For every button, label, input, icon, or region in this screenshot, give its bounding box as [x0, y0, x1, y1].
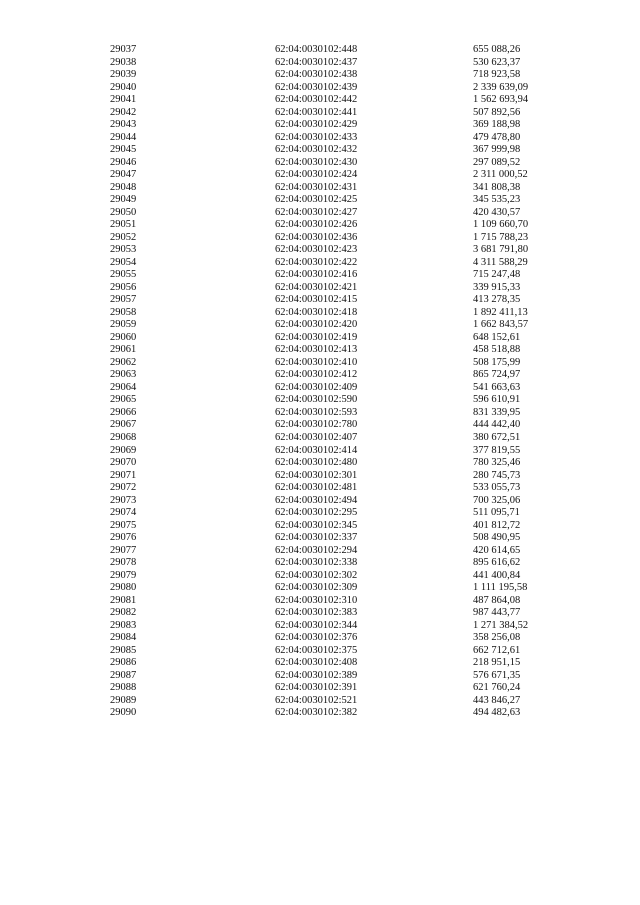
cadastral-value: 541 663,63	[473, 381, 521, 393]
row-number: 29085	[110, 644, 137, 656]
cadastral-value: 369 188,98	[473, 119, 521, 131]
row-number: 29077	[110, 544, 137, 556]
cadastral-value: 662 712,61	[473, 644, 521, 656]
row-number: 29064	[110, 381, 137, 393]
cadastral-value: 1 271 384,52	[473, 619, 529, 631]
cadastral-number: 62:04:0030102:432	[275, 144, 358, 156]
row-number: 29042	[110, 106, 137, 118]
row-number: 29065	[110, 394, 137, 406]
cadastral-value: 420 430,57	[473, 206, 521, 218]
table-row	[0, 645, 640, 658]
table-row	[0, 394, 640, 407]
cadastral-number: 62:04:0030102:427	[275, 206, 358, 218]
cadastral-value: 413 278,35	[473, 294, 521, 306]
row-number: 29074	[110, 507, 137, 519]
table-row	[0, 232, 640, 245]
cadastral-value: 1 892 411,13	[473, 306, 528, 318]
cadastral-value: 2 339 639,09	[473, 81, 529, 93]
row-number: 29076	[110, 532, 137, 544]
cadastral-value: 441 400,84	[473, 569, 521, 581]
cadastral-number: 62:04:0030102:430	[275, 156, 358, 168]
cadastral-number: 62:04:0030102:480	[275, 457, 358, 469]
cadastral-value: 508 490,95	[473, 532, 521, 544]
row-number: 29070	[110, 457, 137, 469]
row-number: 29071	[110, 469, 137, 481]
cadastral-number: 62:04:0030102:376	[275, 632, 358, 644]
cadastral-number: 62:04:0030102:590	[275, 394, 358, 406]
cadastral-value: 1 662 843,57	[473, 319, 529, 331]
row-number: 29059	[110, 319, 137, 331]
table-row	[0, 282, 640, 295]
cadastral-value: 1 111 195,58	[473, 582, 528, 594]
table-row	[0, 132, 640, 145]
cadastral-number: 62:04:0030102:521	[275, 694, 358, 706]
table-row	[0, 382, 640, 395]
cadastral-value: 648 152,61	[473, 331, 521, 343]
cadastral-value: 718 923,58	[473, 69, 521, 81]
cadastral-value: 831 339,95	[473, 406, 521, 418]
table-row	[0, 545, 640, 558]
cadastral-value: 494 482,63	[473, 707, 521, 719]
table-row	[0, 194, 640, 207]
cadastral-number: 62:04:0030102:295	[275, 507, 358, 519]
table-row	[0, 457, 640, 470]
cadastral-number: 62:04:0030102:337	[275, 532, 358, 544]
cadastral-value: 533 055,73	[473, 482, 521, 494]
cadastral-value: 530 623,37	[473, 56, 521, 68]
table-row	[0, 432, 640, 445]
table-row	[0, 94, 640, 107]
table-row	[0, 557, 640, 570]
cadastral-number: 62:04:0030102:419	[275, 331, 358, 343]
table-row	[0, 219, 640, 232]
cadastral-value: 218 951,15	[473, 657, 521, 669]
cadastral-number: 62:04:0030102:294	[275, 544, 358, 556]
cadastral-value: 341 808,38	[473, 181, 521, 193]
cadastral-value: 401 812,72	[473, 519, 521, 531]
row-number: 29054	[110, 256, 137, 268]
row-number: 29039	[110, 69, 137, 81]
table-row	[0, 570, 640, 583]
cadastral-number: 62:04:0030102:375	[275, 644, 358, 656]
cadastral-number: 62:04:0030102:389	[275, 669, 358, 681]
cadastral-number: 62:04:0030102:423	[275, 244, 358, 256]
table-row	[0, 257, 640, 270]
row-number: 29046	[110, 156, 137, 168]
cadastral-number: 62:04:0030102:437	[275, 56, 358, 68]
cadastral-number: 62:04:0030102:410	[275, 356, 358, 368]
cadastral-value: 345 535,23	[473, 194, 521, 206]
cadastral-value: 380 672,51	[473, 431, 521, 443]
table-row	[0, 532, 640, 545]
cadastral-value: 865 724,97	[473, 369, 521, 381]
cadastral-number: 62:04:0030102:442	[275, 94, 358, 106]
row-number: 29084	[110, 632, 137, 644]
cadastral-number: 62:04:0030102:436	[275, 231, 358, 243]
table-row	[0, 632, 640, 645]
cadastral-number: 62:04:0030102:433	[275, 131, 358, 143]
cadastral-number: 62:04:0030102:439	[275, 81, 358, 93]
cadastral-value: 621 760,24	[473, 682, 521, 694]
cadastral-number: 62:04:0030102:338	[275, 557, 358, 569]
row-number: 29048	[110, 181, 137, 193]
row-number: 29069	[110, 444, 137, 456]
row-number: 29090	[110, 707, 137, 719]
table-row	[0, 144, 640, 157]
cadastral-value: 420 614,65	[473, 544, 521, 556]
table-row	[0, 607, 640, 620]
row-number: 29089	[110, 694, 137, 706]
table-row	[0, 169, 640, 182]
row-number: 29041	[110, 94, 137, 106]
table-row	[0, 57, 640, 70]
row-number: 29061	[110, 344, 137, 356]
row-number: 29055	[110, 269, 137, 281]
row-number: 29040	[110, 81, 137, 93]
cadastral-number: 62:04:0030102:481	[275, 482, 358, 494]
row-number: 29075	[110, 519, 137, 531]
row-number: 29044	[110, 131, 137, 143]
table-row	[0, 670, 640, 683]
row-number: 29049	[110, 194, 137, 206]
row-number: 29079	[110, 569, 137, 581]
row-number: 29068	[110, 431, 137, 443]
table-row	[0, 495, 640, 508]
cadastral-number: 62:04:0030102:425	[275, 194, 358, 206]
cadastral-value: 507 892,56	[473, 106, 521, 118]
cadastral-value: 596 610,91	[473, 394, 521, 406]
cadastral-value: 2 311 000,52	[473, 169, 528, 181]
table-row	[0, 419, 640, 432]
cadastral-value: 280 745,73	[473, 469, 521, 481]
row-number: 29056	[110, 281, 137, 293]
row-number: 29043	[110, 119, 137, 131]
cadastral-value: 4 311 588,29	[473, 256, 528, 268]
cadastral-number: 62:04:0030102:309	[275, 582, 358, 594]
cadastral-value: 367 999,98	[473, 144, 521, 156]
table-row	[0, 44, 640, 57]
cadastral-value: 339 915,33	[473, 281, 521, 293]
cadastral-value: 487 864,08	[473, 594, 521, 606]
row-number: 29063	[110, 369, 137, 381]
table-row	[0, 520, 640, 533]
row-number: 29038	[110, 56, 137, 68]
cadastral-number: 62:04:0030102:420	[275, 319, 358, 331]
table-row	[0, 695, 640, 708]
cadastral-number: 62:04:0030102:438	[275, 69, 358, 81]
cadastral-value: 508 175,99	[473, 356, 521, 368]
table-row	[0, 207, 640, 220]
cadastral-value: 780 325,46	[473, 457, 521, 469]
cadastral-number: 62:04:0030102:426	[275, 219, 358, 231]
cadastral-number: 62:04:0030102:416	[275, 269, 358, 281]
row-number: 29052	[110, 231, 137, 243]
table-row	[0, 369, 640, 382]
cadastral-number: 62:04:0030102:424	[275, 169, 358, 181]
cadastral-value: 987 443,77	[473, 607, 521, 619]
table-row	[0, 244, 640, 257]
row-number: 29086	[110, 657, 137, 669]
cadastral-number: 62:04:0030102:441	[275, 106, 358, 118]
cadastral-value-table	[0, 44, 640, 720]
table-row	[0, 307, 640, 320]
cadastral-number: 62:04:0030102:345	[275, 519, 358, 531]
table-row	[0, 269, 640, 282]
cadastral-value: 444 442,40	[473, 419, 521, 431]
cadastral-number: 62:04:0030102:418	[275, 306, 358, 318]
cadastral-number: 62:04:0030102:448	[275, 44, 358, 55]
cadastral-value: 1 109 660,70	[473, 219, 529, 231]
table-row	[0, 582, 640, 595]
table-row	[0, 107, 640, 120]
table-row	[0, 707, 640, 720]
table-row	[0, 595, 640, 608]
table-row	[0, 407, 640, 420]
table-row	[0, 470, 640, 483]
table-row	[0, 445, 640, 458]
table-row	[0, 507, 640, 520]
table-row	[0, 682, 640, 695]
cadastral-value: 443 846,27	[473, 694, 521, 706]
cadastral-value: 1 562 693,94	[473, 94, 529, 106]
cadastral-number: 62:04:0030102:344	[275, 619, 358, 631]
table-row	[0, 69, 640, 82]
row-number: 29037	[110, 44, 137, 55]
cadastral-number: 62:04:0030102:593	[275, 406, 358, 418]
cadastral-value: 655 088,26	[473, 44, 521, 55]
cadastral-number: 62:04:0030102:494	[275, 494, 358, 506]
table-row	[0, 332, 640, 345]
row-number: 29047	[110, 169, 137, 181]
table-row	[0, 319, 640, 332]
cadastral-number: 62:04:0030102:310	[275, 594, 358, 606]
cadastral-value: 576 671,35	[473, 669, 521, 681]
row-number: 29080	[110, 582, 137, 594]
table-row	[0, 182, 640, 195]
row-number: 29053	[110, 244, 137, 256]
cadastral-number: 62:04:0030102:429	[275, 119, 358, 131]
row-number: 29072	[110, 482, 137, 494]
table-row	[0, 157, 640, 170]
cadastral-number: 62:04:0030102:422	[275, 256, 358, 268]
row-number: 29067	[110, 419, 137, 431]
cadastral-number: 62:04:0030102:431	[275, 181, 358, 193]
cadastral-value: 3 681 791,80	[473, 244, 529, 256]
row-number: 29087	[110, 669, 137, 681]
cadastral-number: 62:04:0030102:383	[275, 607, 358, 619]
table-row	[0, 620, 640, 633]
cadastral-number: 62:04:0030102:413	[275, 344, 358, 356]
cadastral-number: 62:04:0030102:415	[275, 294, 358, 306]
table-row	[0, 357, 640, 370]
row-number: 29045	[110, 144, 137, 156]
row-number: 29078	[110, 557, 137, 569]
cadastral-value: 377 819,55	[473, 444, 521, 456]
row-number: 29051	[110, 219, 137, 231]
cadastral-value: 511 095,71	[473, 507, 520, 519]
cadastral-value: 458 518,88	[473, 344, 521, 356]
cadastral-number: 62:04:0030102:408	[275, 657, 358, 669]
cadastral-number: 62:04:0030102:421	[275, 281, 358, 293]
cadastral-number: 62:04:0030102:302	[275, 569, 358, 581]
table-row	[0, 119, 640, 132]
row-number: 29058	[110, 306, 137, 318]
cadastral-value: 700 325,06	[473, 494, 521, 506]
cadastral-value: 895 616,62	[473, 557, 521, 569]
table-row	[0, 82, 640, 95]
table-row	[0, 294, 640, 307]
cadastral-number: 62:04:0030102:780	[275, 419, 358, 431]
cadastral-value: 1 715 788,23	[473, 231, 529, 243]
cadastral-number: 62:04:0030102:414	[275, 444, 358, 456]
row-number: 29066	[110, 406, 137, 418]
cadastral-number: 62:04:0030102:382	[275, 707, 358, 719]
cadastral-number: 62:04:0030102:301	[275, 469, 358, 481]
row-number: 29088	[110, 682, 137, 694]
row-number: 29060	[110, 331, 137, 343]
cadastral-number: 62:04:0030102:407	[275, 431, 358, 443]
cadastral-value: 297 089,52	[473, 156, 521, 168]
cadastral-value: 479 478,80	[473, 131, 521, 143]
cadastral-number: 62:04:0030102:409	[275, 381, 358, 393]
row-number: 29073	[110, 494, 137, 506]
cadastral-value: 715 247,48	[473, 269, 521, 281]
row-number: 29082	[110, 607, 137, 619]
row-number: 29081	[110, 594, 137, 606]
row-number: 29062	[110, 356, 137, 368]
cadastral-number: 62:04:0030102:391	[275, 682, 358, 694]
table-row	[0, 657, 640, 670]
table-row	[0, 482, 640, 495]
row-number: 29050	[110, 206, 137, 218]
row-number: 29083	[110, 619, 137, 631]
table-row	[0, 344, 640, 357]
cadastral-value: 358 256,08	[473, 632, 521, 644]
cadastral-number: 62:04:0030102:412	[275, 369, 358, 381]
row-number: 29057	[110, 294, 137, 306]
